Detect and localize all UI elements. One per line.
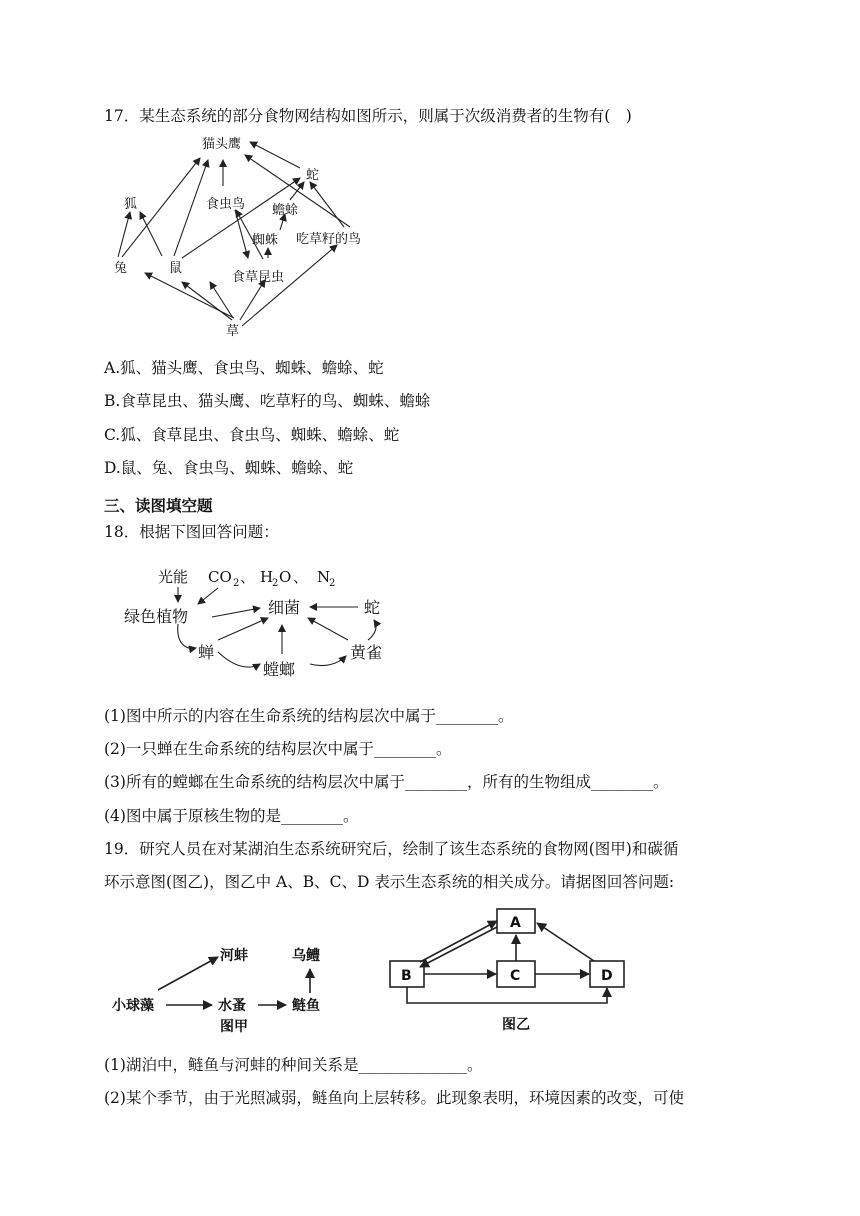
edge-co2-plant bbox=[198, 588, 218, 604]
node-sep-1: 、 bbox=[240, 568, 256, 586]
fig-a-caption: 图甲 bbox=[220, 1019, 248, 1035]
node-mantis: 螳螂 bbox=[263, 660, 296, 679]
node-flea: 水蚤 bbox=[218, 998, 246, 1014]
edge-cicada-bacteria bbox=[218, 618, 268, 640]
section-title: 三、读图填空题 bbox=[104, 497, 213, 515]
node-co2: CO bbox=[208, 568, 232, 586]
edge-mouse-fox bbox=[140, 212, 162, 256]
q17-option-b: B.食草昆虫、猫头鹰、吃草籽的鸟、蜘蛛、蟾蜍 bbox=[104, 392, 431, 410]
q17-stem: 17．某生态系统的部分食物网结构如图所示，则属于次级消费者的生物有( ) bbox=[104, 107, 632, 125]
node-co2-sub: 2 bbox=[233, 578, 240, 589]
q19-sub-2: (2)某个季节，由于光照减弱，鲢鱼向上层转移。此现象表明，环境因素的改变，可使 bbox=[104, 1089, 684, 1107]
edge-grass-seedbird bbox=[242, 245, 337, 326]
node-snakehead: 乌鳢 bbox=[292, 948, 320, 964]
node-bacteria: 细菌 bbox=[268, 598, 301, 617]
edge-grass-mouse bbox=[182, 282, 232, 320]
node-sep-2: 、 bbox=[293, 568, 309, 586]
edge-algae-clam bbox=[158, 957, 218, 990]
node-insect-bird: 食虫鸟 bbox=[206, 197, 246, 212]
node-snake: 蛇 bbox=[306, 168, 320, 183]
node-grass: 草 bbox=[226, 324, 240, 339]
edge-seedbird-snake bbox=[310, 182, 344, 227]
q17-food-web-diagram bbox=[100, 130, 400, 345]
q17-option-c: C.狐、食草昆虫、食虫鸟、蜘蛛、蟾蜍、蛇 bbox=[104, 426, 400, 444]
node-spider: 蜘蛛 bbox=[252, 233, 279, 248]
box-b-label: B bbox=[401, 968, 412, 984]
node-toad: 蟾蜍 bbox=[272, 203, 299, 218]
q18-sub-3: (3)所有的螳螂在生命系统的结构层次中属于________，所有的生物组成________。 bbox=[104, 773, 669, 791]
q19-fig-b-carbon-cycle bbox=[380, 905, 640, 1035]
q18-sub-1: (1)图中所示的内容在生命系统的结构层次中属于________。 bbox=[104, 707, 514, 725]
q18-ecosystem-diagram bbox=[120, 560, 410, 685]
node-clam: 河蚌 bbox=[220, 948, 248, 964]
node-rabbit: 兔 bbox=[114, 261, 128, 276]
q18-sub-2: (2)一只蝉在生命系统的结构层次中属于________。 bbox=[104, 740, 452, 758]
edge-mantis-sparrow bbox=[310, 656, 346, 666]
node-plant: 绿色植物 bbox=[124, 607, 189, 626]
q17-option-d: D.鼠、兔、食虫鸟、蜘蛛、蟾蜍、蛇 bbox=[104, 459, 354, 477]
edge-cicada-mantis bbox=[218, 652, 260, 667]
box-a-label: A bbox=[510, 915, 521, 931]
node-h2o-o: O bbox=[279, 568, 292, 586]
node-herb-insect: 食草昆虫 bbox=[232, 270, 285, 285]
edge-b-d bbox=[407, 987, 607, 1003]
node-h2o-h: H bbox=[260, 568, 274, 586]
edge-d-a bbox=[537, 923, 594, 961]
node-h2o-sub: 2 bbox=[272, 578, 279, 589]
q19-stem-line2: 环示意图(图乙)，图乙中 A、B、C、D 表示生态系统的相关成分。请据图回答问题: bbox=[104, 873, 675, 891]
edge-plant-cicada bbox=[178, 624, 196, 648]
node-silver-carp: 鲢鱼 bbox=[292, 998, 320, 1014]
node-seed-bird: 吃草籽的鸟 bbox=[296, 232, 362, 247]
box-c-label: C bbox=[510, 968, 521, 984]
node-fox: 狐 bbox=[124, 197, 138, 212]
q19-fig-a-food-web bbox=[108, 935, 348, 1045]
edge-b-a bbox=[420, 921, 497, 962]
fig-b-caption: 图乙 bbox=[502, 1017, 530, 1033]
node-light: 光能 bbox=[158, 568, 189, 586]
edge-plant-bacteria bbox=[212, 608, 260, 617]
node-cicada: 蝉 bbox=[198, 643, 215, 662]
node-snake: 蛇 bbox=[364, 598, 381, 617]
node-sparrow: 黄雀 bbox=[350, 643, 383, 662]
edge-grass-rabbit2 bbox=[145, 273, 234, 318]
node-owl: 猫头鹰 bbox=[202, 137, 242, 152]
node-n2-sub: 2 bbox=[329, 578, 336, 589]
node-mouse: 鼠 bbox=[169, 261, 183, 276]
q17-option-a: A.狐、猫头鹰、食虫鸟、蜘蛛、蟾蜍、蛇 bbox=[104, 359, 384, 377]
edge-sparrow-snake bbox=[368, 620, 376, 640]
edge-rabbit-fox bbox=[118, 212, 130, 257]
q18-sub-4: (4)图中属于原核生物的是________。 bbox=[104, 807, 359, 825]
q18-stem: 18．根据下图回答问题： bbox=[104, 523, 279, 541]
q19-stem-line1: 19．研究人员在对某湖泊生态系统研究后，绘制了该生态系统的食物网(图甲)和碳循 bbox=[104, 840, 679, 858]
edge-mouse-owl bbox=[174, 160, 208, 256]
box-d-label: D bbox=[601, 968, 613, 984]
edge-sparrow-bacteria bbox=[308, 618, 348, 640]
node-algae: 小球藻 bbox=[112, 998, 154, 1014]
edge-a-b bbox=[420, 927, 497, 967]
q19-sub-1: (1)湖泊中，鲢鱼与河蚌的种间关系是______________。 bbox=[104, 1056, 483, 1074]
edge-grass-herbinsect bbox=[240, 280, 265, 320]
node-n2-n: N bbox=[317, 568, 331, 586]
